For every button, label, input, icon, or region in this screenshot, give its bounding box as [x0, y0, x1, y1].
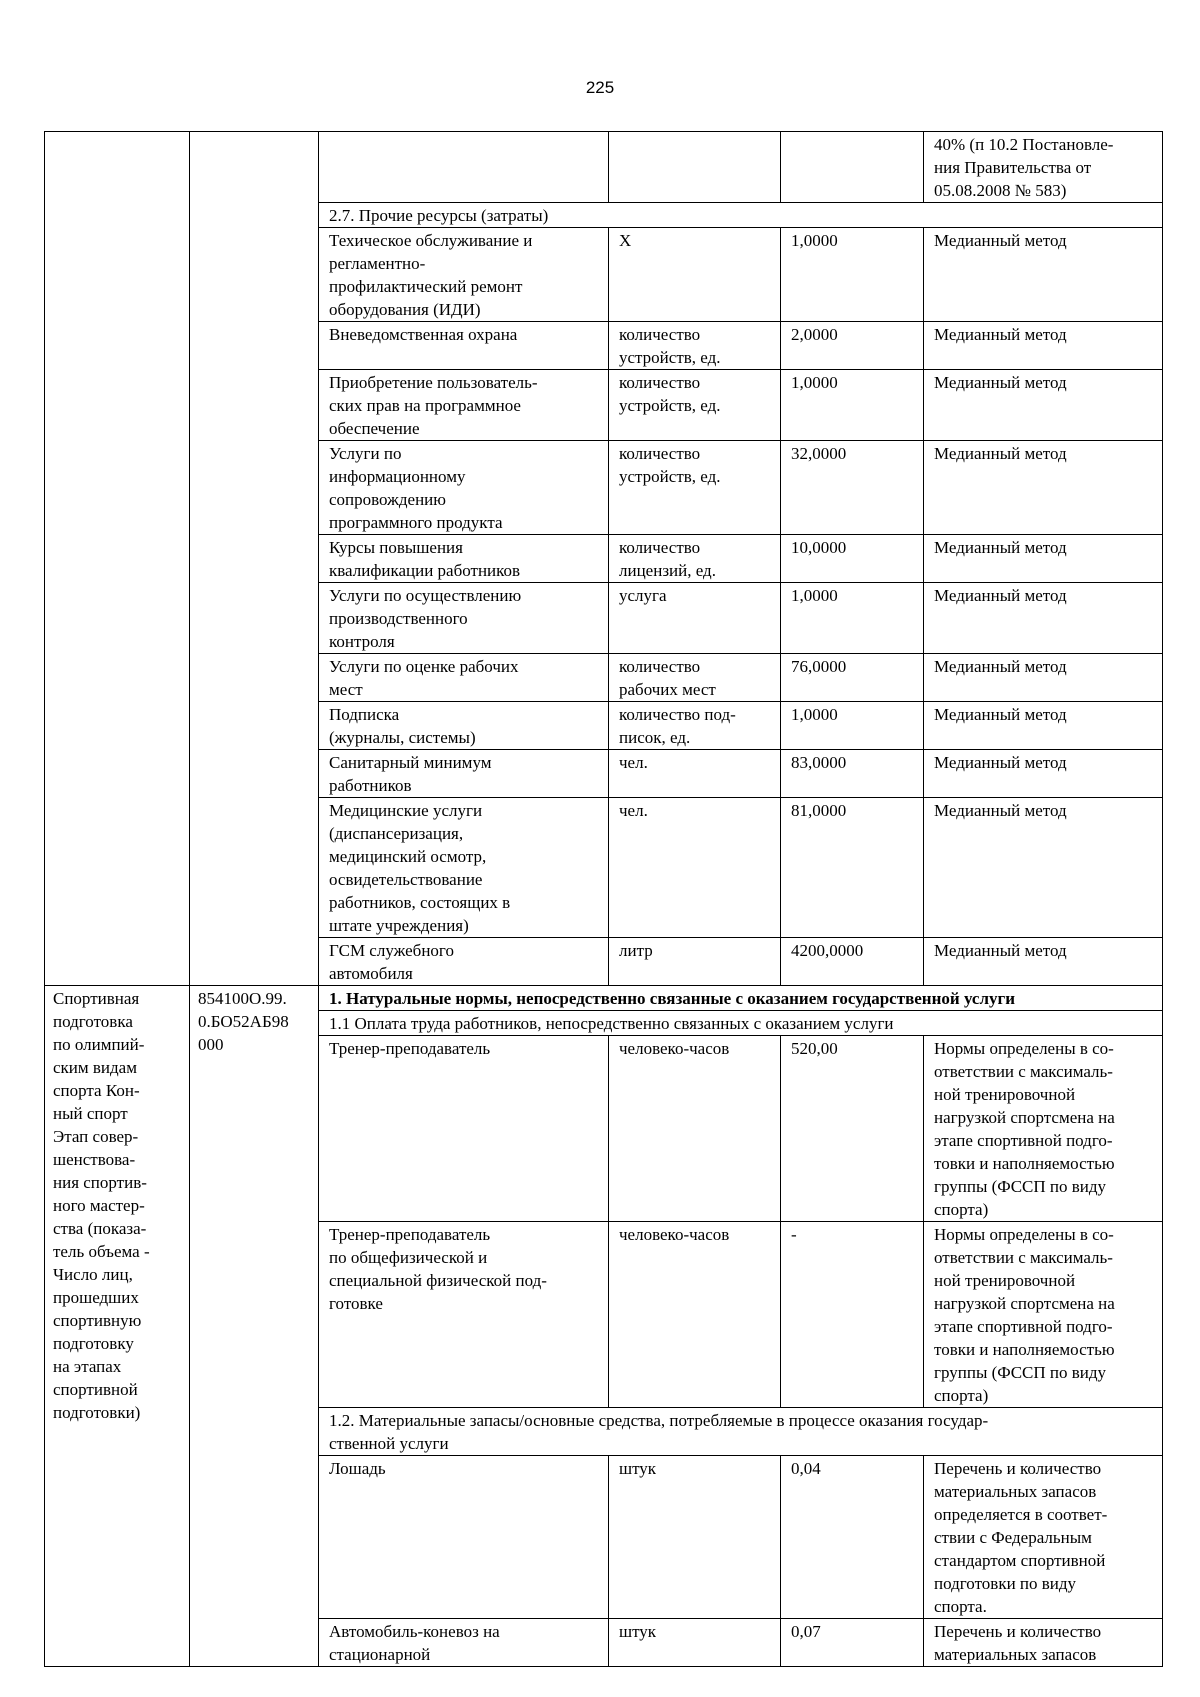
table-row [45, 132, 1163, 203]
unit: Х [609, 228, 781, 322]
method: Медианный метод [924, 583, 1163, 654]
resource-name: Тренер-преподаватель по общефизической и специальной физической под- готовке [319, 1222, 609, 1408]
method: Нормы определены в со- ответствии с максималь- ной тренировочной нагрузкой спортсмена на этапе спортивной подго- товки и наполняемостью группы (ФССП по виду спорта) [924, 1036, 1163, 1222]
resource-name: Услуги по информационному сопровождению программного продукта [319, 441, 609, 535]
unit: чел. [609, 798, 781, 938]
unit: количество устройств, ед. [609, 322, 781, 370]
section-heading: 1. Натуральные нормы, непосредственно связанные с оказанием государственной услуги [319, 986, 1163, 1011]
unit [609, 132, 781, 203]
service-code: 854100О.99. 0.БО52АБ98 000 [190, 986, 319, 1667]
method: Медианный метод [924, 798, 1163, 938]
unit: количество под- писок, ед. [609, 702, 781, 750]
section-heading: 2.7. Прочие ресурсы (затраты) [319, 203, 1163, 228]
page-number: 225 [585, 78, 615, 97]
unit: чел. [609, 750, 781, 798]
value: 81,0000 [781, 798, 924, 938]
method: Перечень и количество материальных запасов [924, 1619, 1163, 1667]
unit: штук [609, 1619, 781, 1667]
value: 1,0000 [781, 370, 924, 441]
resource-name: Курсы повышения квалификации работников [319, 535, 609, 583]
method: Медианный метод [924, 938, 1163, 986]
method: Медианный метод [924, 441, 1163, 535]
value: 0,04 [781, 1456, 924, 1619]
value: 76,0000 [781, 654, 924, 702]
section-heading: 1.2. Материальные запасы/основные средства, потребляемые в процессе оказания государ- ственной услуги [319, 1408, 1163, 1456]
value: 0,07 [781, 1619, 924, 1667]
resource-name: Автомобиль-коневоз на стационарной [319, 1619, 609, 1667]
method: Медианный метод [924, 322, 1163, 370]
resource-name: Вневедомственная охрана [319, 322, 609, 370]
resource-name: Приобретение пользователь- ских прав на программное обеспечение [319, 370, 609, 441]
method: Медианный метод [924, 370, 1163, 441]
resource-name: Санитарный минимум работников [319, 750, 609, 798]
resource-name: Услуги по осуществлению производственного контроля [319, 583, 609, 654]
method: Медианный метод [924, 654, 1163, 702]
value: - [781, 1222, 924, 1408]
unit: штук [609, 1456, 781, 1619]
method: Медианный метод [924, 750, 1163, 798]
value: 2,0000 [781, 322, 924, 370]
method: 40% (п 10.2 Постановле- ния Правительства от 05.08.2008 № 583) [924, 132, 1163, 203]
value: 1,0000 [781, 228, 924, 322]
value: 1,0000 [781, 702, 924, 750]
value: 4200,0000 [781, 938, 924, 986]
unit: услуга [609, 583, 781, 654]
value: 10,0000 [781, 535, 924, 583]
unit: количество устройств, ед. [609, 441, 781, 535]
service-cell-empty [45, 132, 190, 986]
method: Медианный метод [924, 228, 1163, 322]
value [781, 132, 924, 203]
resource-name [319, 132, 609, 203]
unit: количество рабочих мест [609, 654, 781, 702]
value: 520,00 [781, 1036, 924, 1222]
method: Перечень и количество материальных запасов определяется в соответ- ствии с Федеральным стандартом спортивной подготовки по виду спорта. [924, 1456, 1163, 1619]
section-heading: 1.1 Оплата труда работников, непосредственно связанных с оказанием услуги [319, 1011, 1163, 1036]
method: Медианный метод [924, 702, 1163, 750]
resource-name: Техическое обслуживание и регламентно- профилактический ремонт оборудования (ИДИ) [319, 228, 609, 322]
resource-name: Медицинские услуги (диспансеризация, медицинский осмотр, освидетельствование работников, состоящих в штате учреждения) [319, 798, 609, 938]
norms-table [44, 131, 1163, 1667]
value: 32,0000 [781, 441, 924, 535]
section-heading-row [45, 986, 1163, 1011]
unit: количество устройств, ед. [609, 370, 781, 441]
value: 83,0000 [781, 750, 924, 798]
service-title: Спортивная подготовка по олимпий- ским видам спорта Кон- ный спорт Этап совер- шенствова- ния спортив- ного мастер- ства (показа- тель объема - Число лиц, прошедших спортивную подготовку на этапах спортивной подготовки) [45, 986, 190, 1667]
resource-name: Подписка (журналы, системы) [319, 702, 609, 750]
resource-name: ГСМ служебного автомобиля [319, 938, 609, 986]
code-cell-empty [190, 132, 319, 986]
unit: количество лицензий, ед. [609, 535, 781, 583]
value: 1,0000 [781, 583, 924, 654]
unit: литр [609, 938, 781, 986]
resource-name: Тренер-преподаватель [319, 1036, 609, 1222]
resource-name: Лошадь [319, 1456, 609, 1619]
method: Медианный метод [924, 535, 1163, 583]
unit: человеко-часов [609, 1222, 781, 1408]
unit: человеко-часов [609, 1036, 781, 1222]
resource-name: Услуги по оценке рабочих мест [319, 654, 609, 702]
method: Нормы определены в со- ответствии с максималь- ной тренировочной нагрузкой спортсмена на этапе спортивной подго- товки и наполняемостью группы (ФССП по виду спорта) [924, 1222, 1163, 1408]
